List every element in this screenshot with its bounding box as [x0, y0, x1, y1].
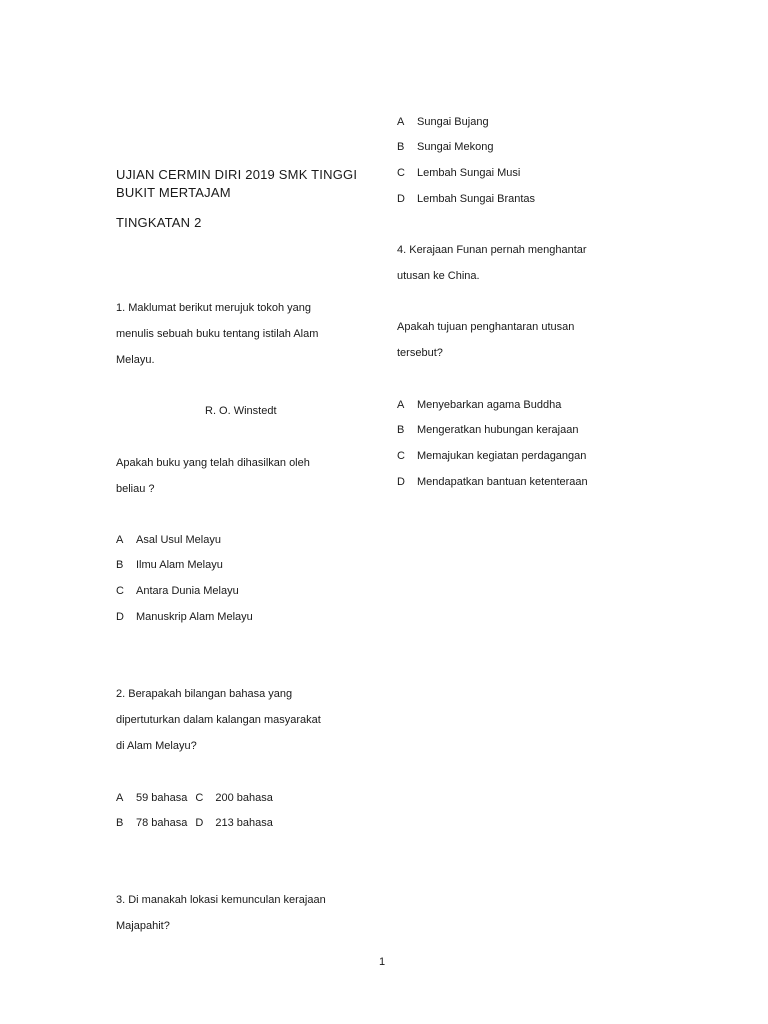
q4-stem-line2: utusan ke China. [397, 270, 480, 282]
q2-option-a[interactable] [116, 792, 187, 804]
option-letter: D [397, 193, 405, 205]
q1-option-d[interactable] [116, 610, 253, 624]
option-letter: D [195, 817, 204, 829]
q1-stem-line3: Melayu. [116, 354, 155, 366]
option-letter: C [116, 585, 124, 597]
option-letter: A [397, 399, 405, 411]
q3-option-c[interactable] [397, 166, 520, 180]
option-letter: B [397, 424, 405, 436]
option-text: Manuskrip Alam Melayu [136, 611, 253, 623]
exam-title-line1: UJIAN CERMIN DIRI 2019 SMK TINGGI [116, 167, 358, 182]
option-text: 59 bahasa [136, 792, 188, 804]
q2-option-b[interactable] [116, 817, 187, 829]
q3-stem-line2: Majapahit? [116, 920, 170, 932]
option-text: Memajukan kegiatan perdagangan [417, 450, 587, 462]
q4-option-d[interactable] [397, 475, 588, 489]
page-number: 1 [379, 956, 386, 968]
option-text: Antara Dunia Melayu [136, 585, 239, 597]
q2-stem-line3: di Alam Melayu? [116, 740, 197, 752]
option-text: Mengeratkan hubungan kerajaan [417, 424, 579, 436]
option-text: Lembah Sungai Musi [417, 167, 521, 179]
q1-question-line2: beliau ? [116, 483, 155, 495]
option-letter: B [116, 559, 124, 571]
q2-stem-line1: 2. Berapakah bilangan bahasa yang [116, 688, 293, 700]
option-letter: A [116, 792, 124, 804]
option-text: Mendapatkan bantuan ketenteraan [417, 476, 588, 488]
q1-option-a[interactable] [116, 533, 221, 547]
q2-option-d[interactable] [195, 817, 273, 829]
q3-stem-line1: 3. Di manakah lokasi kemunculan kerajaan [116, 894, 326, 906]
q3-option-d[interactable] [397, 192, 535, 206]
q4-stem-line1: 4. Kerajaan Funan pernah menghantar [397, 244, 587, 256]
option-text: Menyebarkan agama Buddha [417, 399, 562, 411]
option-letter: D [116, 611, 124, 623]
q1-stem-line2: menulis sebuah buku tentang istilah Alam [116, 328, 319, 340]
option-text: 78 bahasa [136, 817, 188, 829]
q1-option-c[interactable] [116, 584, 239, 598]
exam-title-line2: BUKIT MERTAJAM [116, 185, 231, 200]
option-letter: A [397, 116, 405, 128]
form-level: TINGKATAN 2 [116, 215, 202, 230]
q1-question-line1: Apakah buku yang telah dihasilkan oleh [116, 457, 310, 469]
option-letter: B [116, 817, 124, 829]
q4-option-c[interactable] [397, 449, 586, 463]
option-text: Ilmu Alam Melayu [136, 559, 223, 571]
q2-stem-line2: dipertuturkan dalam kalangan masyarakat [116, 714, 321, 726]
option-text: Sungai Bujang [417, 116, 489, 128]
q2-option-row2 [116, 816, 273, 830]
q1-figure-name: R. O. Winstedt [205, 405, 277, 417]
q2-option-row1 [116, 791, 273, 805]
q4-option-b[interactable] [397, 423, 578, 437]
option-text: 200 bahasa [215, 792, 273, 804]
option-text: Asal Usul Melayu [136, 534, 221, 546]
option-text: Lembah Sungai Brantas [417, 193, 536, 205]
option-letter: D [397, 476, 405, 488]
option-letter: C [397, 167, 405, 179]
option-letter: C [397, 450, 405, 462]
option-letter: B [397, 141, 405, 153]
option-letter: A [116, 534, 124, 546]
q4-option-a[interactable] [397, 398, 561, 412]
q1-stem-line1: 1. Maklumat berikut merujuk tokoh yang [116, 302, 312, 314]
q1-option-b[interactable] [116, 558, 223, 572]
option-text: 213 bahasa [215, 817, 273, 829]
q4-question-line2: tersebut? [397, 347, 443, 359]
q3-option-b[interactable] [397, 140, 493, 154]
option-letter: C [195, 792, 204, 804]
q4-question-line1: Apakah tujuan penghantaran utusan [397, 321, 575, 333]
option-text: Sungai Mekong [417, 141, 494, 153]
q2-option-c[interactable] [195, 792, 273, 804]
q3-option-a[interactable] [397, 115, 489, 129]
